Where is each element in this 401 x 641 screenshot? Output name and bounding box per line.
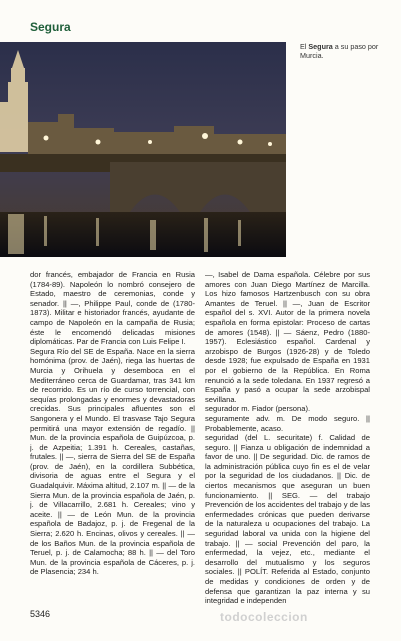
entry-seguramente: seguramente adv. m. De modo seguro. || Probablemente, acaso. [205, 413, 370, 433]
column-right [205, 270, 370, 610]
photo-segura-murcia [0, 42, 286, 257]
watermark: todocoleccion [220, 610, 308, 624]
night-river-photo [0, 42, 286, 257]
page-header-title: Segura [30, 20, 71, 34]
page-number: 5346 [30, 609, 51, 619]
entry-segura: Segura Río del SE de España. Nace en la sierra homónima (prov. de Jaén), riega las huertas de Murcia y Orihuela y desemboca en el Mediterráneo cerca de Guardamar, tras 341 km de recorrido. Es un río de curso torrencial, con sequías prolongadas y enormes y devastadoras crecidas. Sus principales afluentes son el Sangonera y el Mundo. El trasvase Tajo Segura permitirá una mayor extensión de regadío. || Mun. de la provincia española de Guipúzcoa, p. j. de Azpeitia; 1.391 h. Cereales, castañas, frutales. || —, sierra de Sierra del SE de España (prov. de Jaén), en la cordillera Subbética, divisoria de aguas entre el Segura y el Guadalquivir. Máxima altitud, 2.107 m. || — de la Sierra Mun. de la provincia española de Jaén, p. j. de Villacarrillo, 2.681 h. Cereales; vino y aceite. || — de León Mun. de la provincia española de Badajoz, p. j. de Fregenal de la Sierra; 2.620 h. Encinas, olivos y cereales. || — de los Baños Mun. de la provincia española de Teruel, p. j. de Calamocha; 88 h. || — del Toro Mun. de la provincia española de Cáceres, p. j. de Plasencia; 234 h. [30, 346, 195, 577]
entry-segur: dor francés, embajador de Francia en Rusia (1784-89). Napoleón lo nombró consejero de Estado, maestro de ceremonias, conde y senador. || —, Philippe Paul, conde de (1780-1873). Militar e historiador francés, ayudante de campo de Napoleón en la campaña de Rusia; éste le encomendó delicadas misiones diplomáticas. Par de Francia con Luis Felipe I. [30, 270, 195, 347]
dictionary-columns [30, 270, 370, 610]
column-left [30, 270, 195, 610]
caption-prefix: El [300, 42, 309, 51]
entry-seguridad: seguridad (del L. securitate) f. Calidad de seguro. || Fianza u obligación de indemnidad a favor de uno. || De seguridad. Dic. de ramos de la administración pública cuyo fin es el de velar por la seguridad de los ciudadanos. || Dic. de ciertos mecanismos que aseguran un buen funcionamiento. || SEG. — del trabajo Prevención de los accidentes del trabajo y de las enfermedades crónicas que pueden derivarse de la naturaleza u ocupaciones del trabajo. La seguridad laboral va unida con la higiene del trabajo. || — social Prevención del paro, la enfermedad, la vejez, etc., mediante el desarrollo del mutualismo y los seguros sociales. || POLÍT. Referida al Estado, conjunto de medidas y condiciones de orden y de defensa que garantizan la paz interna y su integridad e independen [205, 433, 370, 606]
photo-caption [300, 42, 396, 60]
caption-text: a su paso por Murcia. [300, 42, 379, 60]
entry-segura-persons: —, Isabel de Dama española. Célebre por sus amores con Juan Diego Martínez de Marcilla. Los hizo famosos Hartzenbusch con su obra Amantes de Teruel. || —, Juan de Escritor español del s. XVI. Autor de la primera novela española en forma epistolar: Proceso de cartas de amores (1548). || — Sáenz, Pedro (1880-1957). Eclesiástico español. Cardenal y arzobispo de Burgos (1926-28) y de Toledo desde 1928; fue expulsado de España en 1931 por el gobierno de la República. En Roma renunció a la sede toledana. En 1937 regresó a España y pasó a ocupar la sede arzobispal sevillana. [205, 270, 370, 404]
entry-segurador: segurador m. Fiador (persona). [205, 404, 311, 414]
caption-bold: Segura [308, 42, 333, 51]
